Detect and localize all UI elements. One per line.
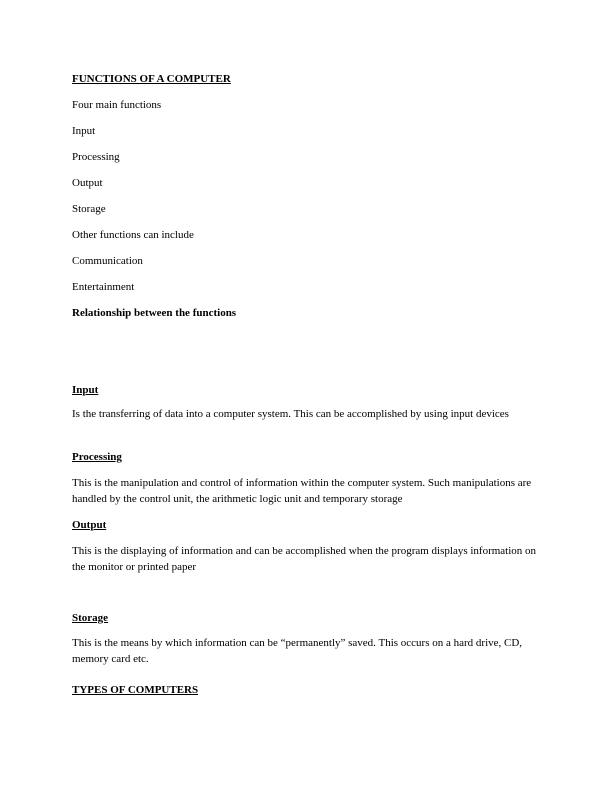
section-body-input: Is the transferring of data into a computer system. This can be accomplished by using input devices xyxy=(72,408,509,420)
section-heading-processing: Processing xyxy=(72,451,122,463)
section-body-processing: This is the manipulation and control of information within the computer system. Such manipulations are handled by the control unit, the arithmetic logic unit and temporary storage xyxy=(72,477,532,505)
function-item-processing: Processing xyxy=(72,151,120,163)
page-title: FUNCTIONS OF A COMPUTER xyxy=(72,73,231,85)
intro-text: Four main functions xyxy=(72,99,162,111)
section-heading-input: Input xyxy=(72,384,99,396)
function-item-storage: Storage xyxy=(72,203,106,215)
section-body-storage: This is the means by which information can be “permanently” saved. This occurs on a hard drive, CD, memory card etc. xyxy=(72,637,523,665)
other-function-communication: Communication xyxy=(72,255,143,267)
function-item-output: Output xyxy=(72,177,103,189)
other-function-entertainment: Entertainment xyxy=(72,281,135,293)
other-functions-intro: Other functions can include xyxy=(72,229,194,241)
function-item-input: Input xyxy=(72,125,96,137)
section-body-output: This is the displaying of information and can be accomplished when the program displays information on the monitor or printed paper xyxy=(72,545,537,573)
section-heading-storage: Storage xyxy=(72,612,109,624)
relationship-heading: Relationship between the functions xyxy=(72,307,237,319)
section-heading-output: Output xyxy=(72,519,107,531)
types-of-computers-heading: TYPES OF COMPUTERS xyxy=(72,684,199,696)
